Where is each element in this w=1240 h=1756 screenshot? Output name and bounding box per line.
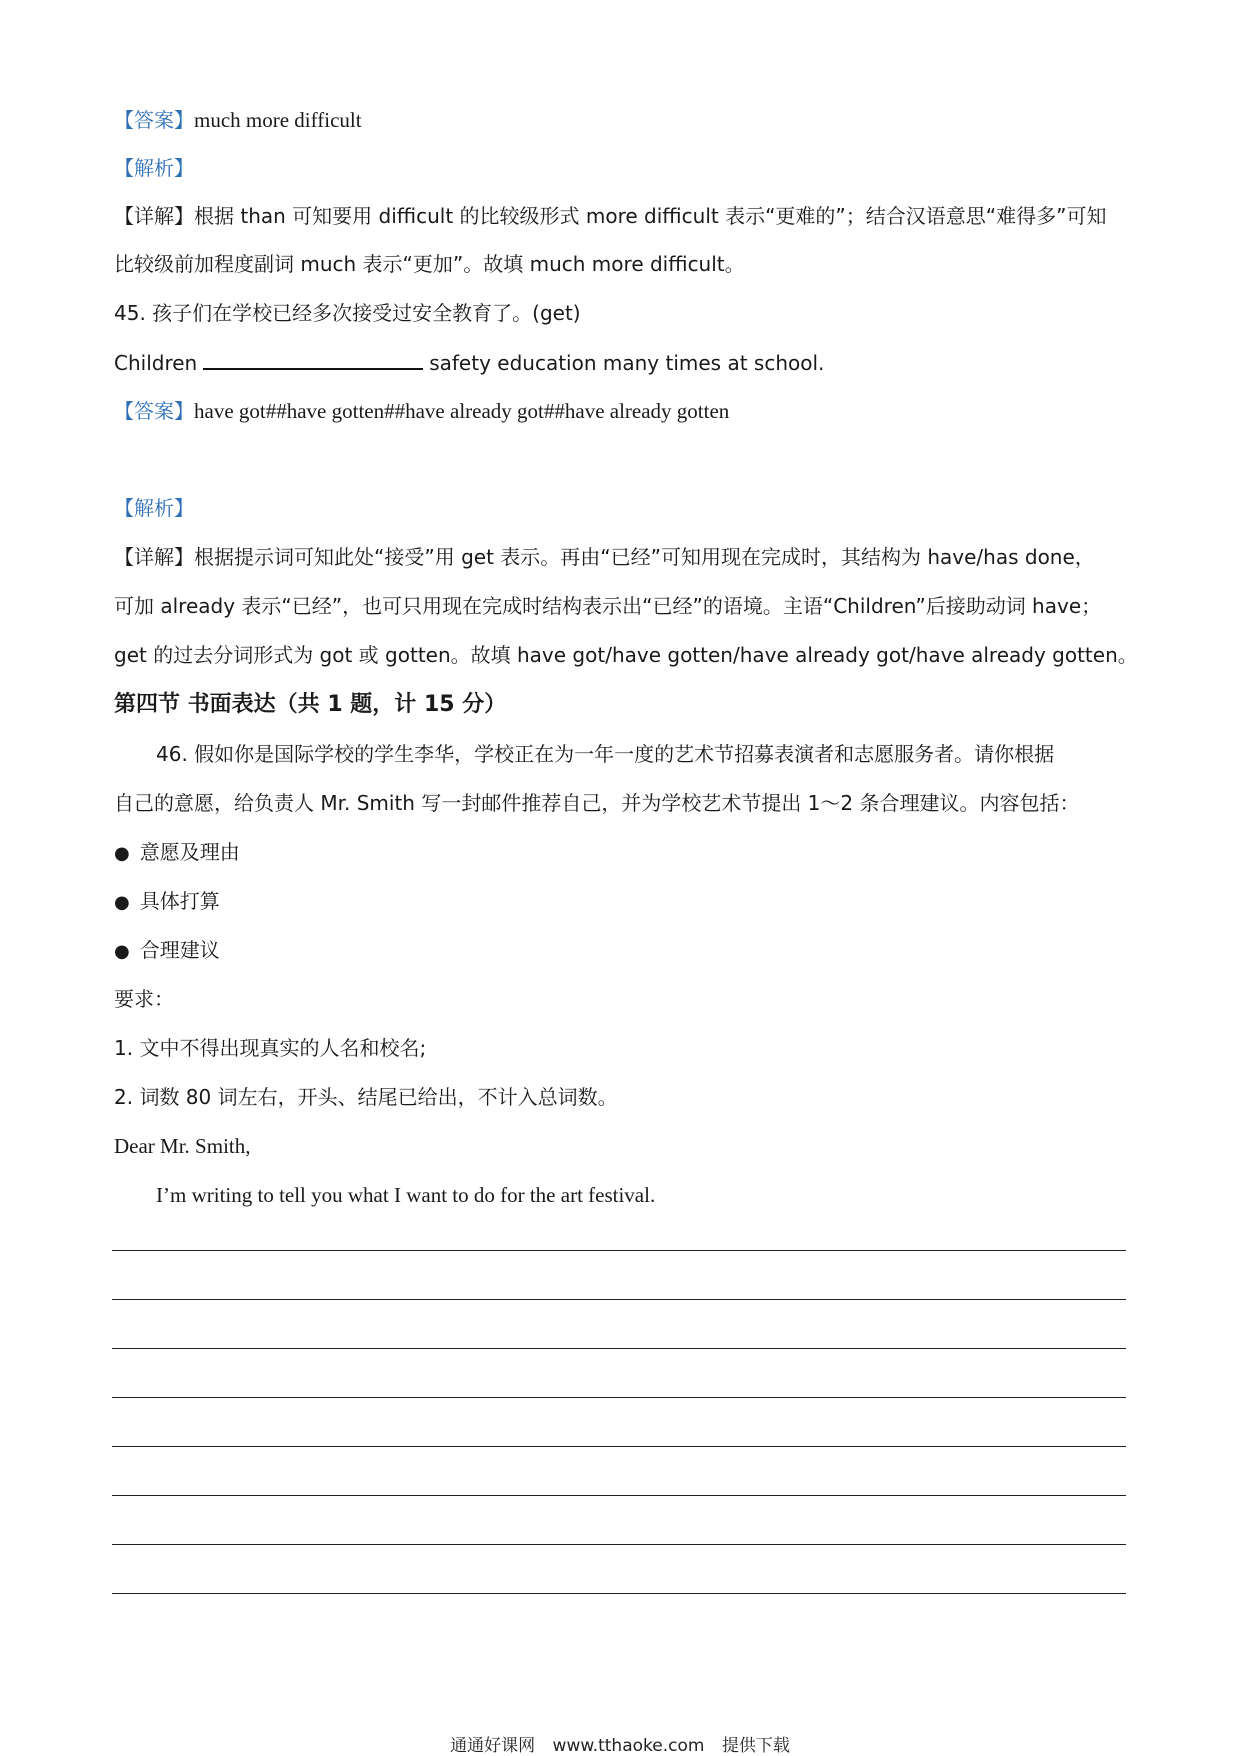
q46-line1: 46. 假如你是国际学校的学生李华，学校正在为一年一度的艺术节招募表演者和志愿服务者。请你根据 — [156, 742, 1055, 766]
q45-prompt: 45. 孩子们在学校已经多次接受过安全教育了。(get) — [114, 301, 581, 325]
bullet-item — [114, 887, 220, 917]
q45-answer — [114, 397, 729, 425]
sentence-end: safety education many times at school. — [429, 351, 825, 375]
footer-note: 提供下载 — [721, 1736, 790, 1756]
requirements-label: 要求： — [114, 987, 174, 1011]
answer-text: have got##have gotten##have already got##have already gotten — [194, 399, 730, 423]
writing-line[interactable] — [112, 1348, 1126, 1349]
letter-opening: I’m writing to tell you what I want to do for the art festival. — [156, 1183, 656, 1207]
writing-line[interactable] — [112, 1593, 1126, 1594]
q46-line2: 自己的意愿，给负责人 Mr. Smith 写一封邮件推荐自己，并为学校艺术节提出 1～2 条合理建议。内容包括： — [114, 791, 1080, 815]
sentence-start: Children — [114, 351, 198, 375]
letter-salutation: Dear Mr. Smith, — [114, 1134, 251, 1158]
q44-answer — [114, 106, 362, 134]
q44-detail-line1 — [114, 202, 1107, 230]
writing-line[interactable] — [112, 1250, 1126, 1251]
writing-line[interactable] — [112, 1299, 1126, 1300]
answer-blank[interactable] — [203, 348, 423, 370]
requirement-2: 2. 词数 80 词左右，开头、结尾已给出，不计入总词数。 — [114, 1085, 618, 1109]
answer-tag: 【答案】 — [114, 399, 194, 423]
detail-tag: 【详解】 — [114, 204, 194, 228]
bullet-item — [114, 936, 220, 966]
detail-tag: 【详解】 — [114, 545, 194, 569]
detail-text: 根据 than 可知要用 difficult 的比较级形式 more difficult 表示“更难的”；结合汉语意思“难得多”可知 — [194, 204, 1107, 228]
bullet-item — [114, 838, 240, 868]
bullet-text: 合理建议 — [139, 938, 220, 962]
writing-line[interactable] — [112, 1495, 1126, 1496]
answer-text: much more difficult — [194, 108, 362, 132]
answer-tag: 【答案】 — [114, 108, 194, 132]
footer-site-name: 通通好课网 — [450, 1736, 536, 1756]
q45-detail-line1 — [114, 543, 1095, 571]
q45-detail-line2: 可加 already 表示“已经”，也可只用现在完成时结构表示出“已经”的语境。主语“Children”后接助动词 have； — [114, 594, 1102, 618]
analysis-tag: 【解析】 — [114, 496, 194, 520]
section-heading: 第四节 书面表达（共 1 题，计 15 分） — [114, 692, 507, 717]
writing-line[interactable] — [112, 1397, 1126, 1398]
bullet-text: 意愿及理由 — [139, 840, 240, 864]
bullet-icon: ● — [114, 941, 130, 962]
footer-url[interactable]: www.tthaoke.com — [552, 1736, 705, 1756]
page-footer — [0, 1736, 1240, 1756]
bullet-icon: ● — [114, 843, 130, 864]
requirement-1: 1. 文中不得出现真实的人名和校名; — [114, 1036, 427, 1060]
bullet-text: 具体打算 — [139, 889, 220, 913]
q45-sentence — [114, 348, 824, 377]
writing-line[interactable] — [112, 1446, 1126, 1447]
q45-detail-line3: get 的过去分词形式为 got 或 gotten。故填 have got/have gotten/have already got/have already gotten。 — [114, 643, 1138, 667]
bullet-icon: ● — [114, 892, 130, 913]
analysis-tag: 【解析】 — [114, 156, 194, 180]
writing-line[interactable] — [112, 1544, 1126, 1545]
detail-text: 根据提示词可知此处“接受”用 get 表示。再由“已经”可知用现在完成时，其结构为 have/has done， — [194, 545, 1095, 569]
q44-detail-line2: 比较级前加程度副词 much 表示“更加”。故填 much more difficult。 — [114, 252, 745, 276]
